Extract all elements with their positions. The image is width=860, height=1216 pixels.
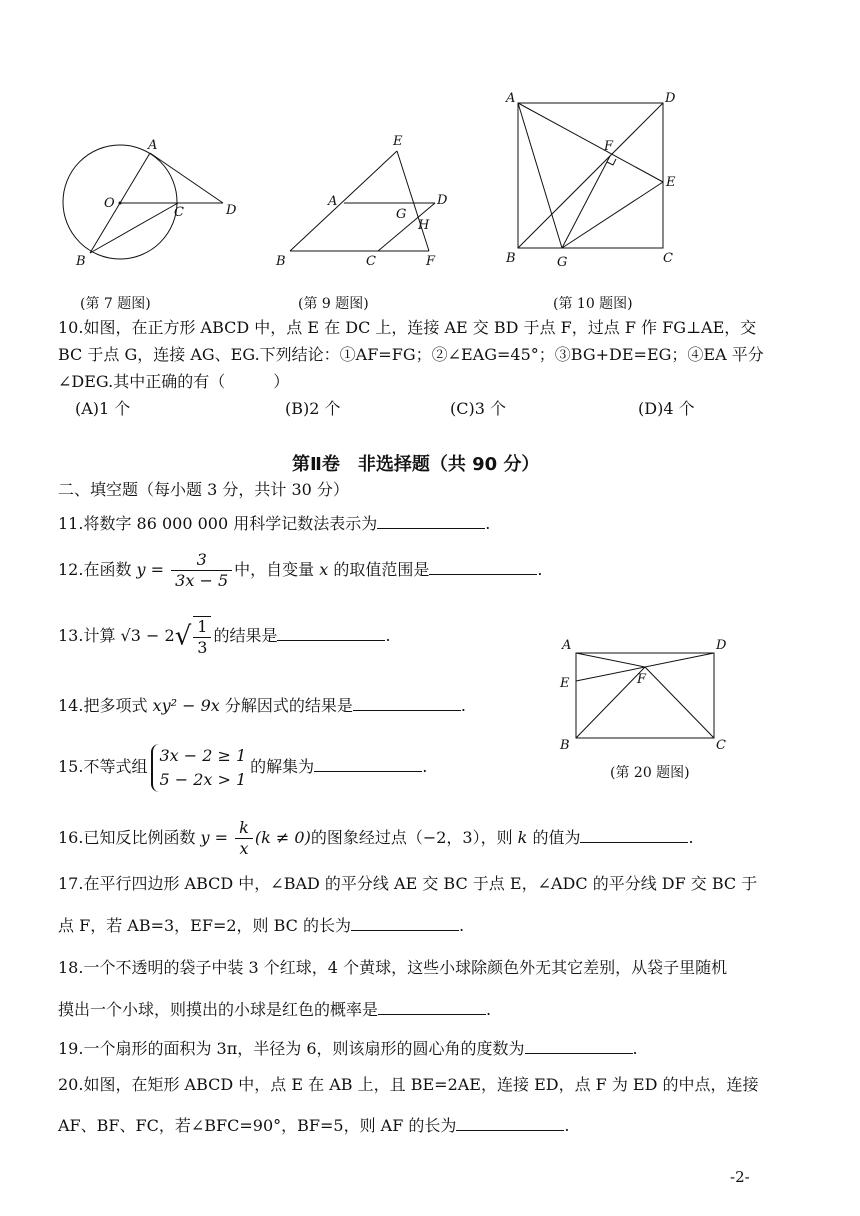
fig9-label-g: G (396, 207, 407, 222)
q18-answer-blank[interactable] (378, 996, 486, 1015)
q14-expr: xy² − 9x (152, 696, 220, 715)
fig9-label-a: A (328, 194, 338, 209)
q11 (58, 510, 490, 536)
section-2-title: 第Ⅱ卷 非选择题（共 90 分） (292, 454, 540, 475)
q15-pre: 15.不等式组 (58, 757, 148, 776)
q17-line-2 (58, 912, 464, 938)
q18-line-2-text: 摸出一个小球，则摸出的小球是红色的概率是 (58, 1000, 379, 1019)
q10-option-a: (A)1 个 (75, 399, 131, 418)
fig7-label-b: B (76, 254, 86, 269)
q12-numerator: 3 (171, 550, 232, 571)
q13-expr: √3 − 2 (120, 626, 175, 645)
fig7-label-o: O (104, 196, 115, 211)
q14-post: 分解因式的结果是 (219, 696, 353, 715)
q18-line-2 (58, 996, 491, 1022)
q13-fraction (193, 616, 211, 658)
fig9-label-f: F (426, 254, 436, 269)
q15-post: 的解集为 (250, 757, 315, 776)
q20-line-2 (58, 1112, 570, 1138)
fig9-label-c: C (366, 254, 376, 269)
q12-fraction (171, 550, 232, 591)
q16-answer-blank[interactable] (580, 824, 688, 843)
q16-fraction (235, 818, 253, 859)
q17-end: . (459, 916, 465, 935)
figure-20-caption: (第 20 题图) (610, 765, 690, 781)
q19-text: 19.一个扇形的面积为 3π，半径为 6，则该扇形的圆心角的度数为 (58, 1039, 525, 1058)
q16-k: k (517, 828, 528, 847)
q13-sqrt-icon: √ (174, 621, 192, 652)
fig10-label-e: E (666, 175, 676, 190)
q17-line-2-text: 点 F，若 AB=3，EF=2，则 BC 的长为 (58, 916, 352, 935)
fig7-label-d: D (226, 203, 237, 218)
q10-option-d: (D)4 个 (638, 399, 695, 418)
figure-7 (58, 135, 248, 270)
figure-20 (552, 635, 732, 755)
fig20-label-f: F (637, 672, 647, 687)
q16-post: 的图象经过点（−2，3），则 (310, 828, 518, 847)
q18-line-1: 18.一个不透明的袋子中装 3 个红球，4 个黄球，这些小球除颜色外无其它差别，从袋子里随机 (58, 958, 728, 977)
q12-answer-blank[interactable] (429, 556, 537, 575)
q12-pre: 12.在函数 (58, 560, 137, 579)
q10-line-1: 10.如图，在正方形 ABCD 中，点 E 在 DC 上，连接 AE 交 BD 于点 F，过点 F 作 FG⊥AE，交 (58, 318, 757, 337)
q13-denominator: 3 (197, 637, 208, 657)
fig10-label-f: F (604, 139, 614, 154)
fig9-label-d: D (437, 193, 448, 208)
q16-y: y (200, 828, 210, 847)
q15-system (151, 744, 246, 792)
fig10-label-c: C (663, 251, 673, 266)
q12-post: 中，自变量 (234, 560, 320, 579)
q15 (58, 742, 427, 792)
q14-answer-blank[interactable] (353, 692, 461, 711)
q13 (58, 614, 391, 659)
q14 (58, 692, 466, 718)
q13-post: 的结果是 (213, 626, 278, 645)
q14-pre: 14.把多项式 (58, 696, 153, 715)
q20-line-1: 20.如图，在矩形 ABCD 中，点 E 在 AB 上，且 BE=2AE，连接 ED，点 F 为 ED 的中点，连接 (58, 1075, 759, 1094)
q19 (58, 1035, 638, 1061)
q13-numerator: 1 (193, 617, 211, 638)
fig10-label-d: D (665, 91, 676, 106)
fig20-label-a: A (562, 638, 572, 653)
q16-post2: 的值为 (527, 828, 581, 847)
q20-answer-blank[interactable] (456, 1112, 564, 1131)
q13-pre: 13.计算 (58, 626, 121, 645)
q19-end: . (632, 1039, 638, 1058)
fig7-label-a: A (148, 138, 158, 153)
q12-y: y (136, 560, 146, 579)
figure-9 (270, 130, 455, 270)
fig9-label-h: H (418, 218, 430, 233)
figure-10-caption: (第 10 题图) (553, 296, 633, 312)
q20-end: . (564, 1116, 570, 1135)
q16-condition: (k ≠ 0) (254, 828, 311, 847)
fig20-label-b: B (560, 738, 570, 753)
q15-ineq-2: 5 − 2x > 1 (159, 769, 247, 789)
q10-option-b: (B)2 个 (285, 399, 341, 418)
fig10-label-g: G (557, 255, 568, 270)
q19-answer-blank[interactable] (525, 1035, 633, 1054)
q12-end: . (537, 560, 543, 579)
q12-x: x (319, 560, 329, 579)
fig9-label-e: E (393, 134, 403, 149)
q16-denominator: x (239, 839, 249, 858)
fig10-label-a: A (506, 91, 516, 106)
q15-ineq-1: 3x − 2 ≥ 1 (159, 745, 247, 765)
q10-line-3: ∠DEG.其中正确的有（ ） (58, 372, 290, 391)
q12-denominator: 3x − 5 (175, 571, 229, 590)
figure-7-caption: (第 7 题图) (80, 296, 151, 312)
q16-eq: = (209, 828, 234, 847)
q12-eq: = (145, 560, 170, 579)
figure-10 (500, 88, 690, 273)
q10-line-2: BC 于点 G，连接 AG、EG.下列结论：①AF=FG；②∠EAG=45°；③BG+DE=EG；④EA 平分 (58, 345, 764, 364)
q11-answer-blank[interactable] (377, 510, 485, 529)
q11-end: . (485, 514, 491, 533)
q16 (58, 816, 694, 860)
page-number: -2- (730, 1168, 750, 1186)
fig20-label-e: E (560, 676, 570, 691)
fig9-label-b: B (276, 254, 286, 269)
q12-post2: 的取值范围是 (328, 560, 430, 579)
fig20-label-d: D (716, 638, 727, 653)
q16-numerator: k (235, 818, 253, 839)
fig20-label-c: C (716, 738, 726, 753)
q17-line-1: 17.在平行四边形 ABCD 中，∠BAD 的平分线 AE 交 BC 于点 E，∠ADC 的平分线 DF 交 BC 于 (58, 874, 758, 893)
q15-answer-blank[interactable] (314, 753, 422, 772)
q15-end: . (422, 757, 428, 776)
fig10-label-b: B (506, 251, 516, 266)
q12 (58, 548, 542, 592)
q16-pre: 16.已知反比例函数 (58, 828, 201, 847)
q13-answer-blank[interactable] (277, 622, 385, 641)
q17-answer-blank[interactable] (351, 912, 459, 931)
q11-text: 11.将数字 86 000 000 用科学记数法表示为 (58, 514, 378, 533)
section-2-subtitle: 二、填空题（每小题 3 分，共计 30 分） (58, 480, 349, 499)
q13-end: . (385, 626, 391, 645)
q16-end: . (688, 828, 694, 847)
q20-line-2-text: AF、BF、FC，若∠BFC=90°，BF=5，则 AF 的长为 (58, 1116, 457, 1135)
fig7-label-c: C (174, 205, 184, 220)
figure-9-caption: (第 9 题图) (298, 296, 369, 312)
q10-option-c: (C)3 个 (450, 399, 506, 418)
q18-end: . (486, 1000, 492, 1019)
q14-end: . (460, 696, 466, 715)
